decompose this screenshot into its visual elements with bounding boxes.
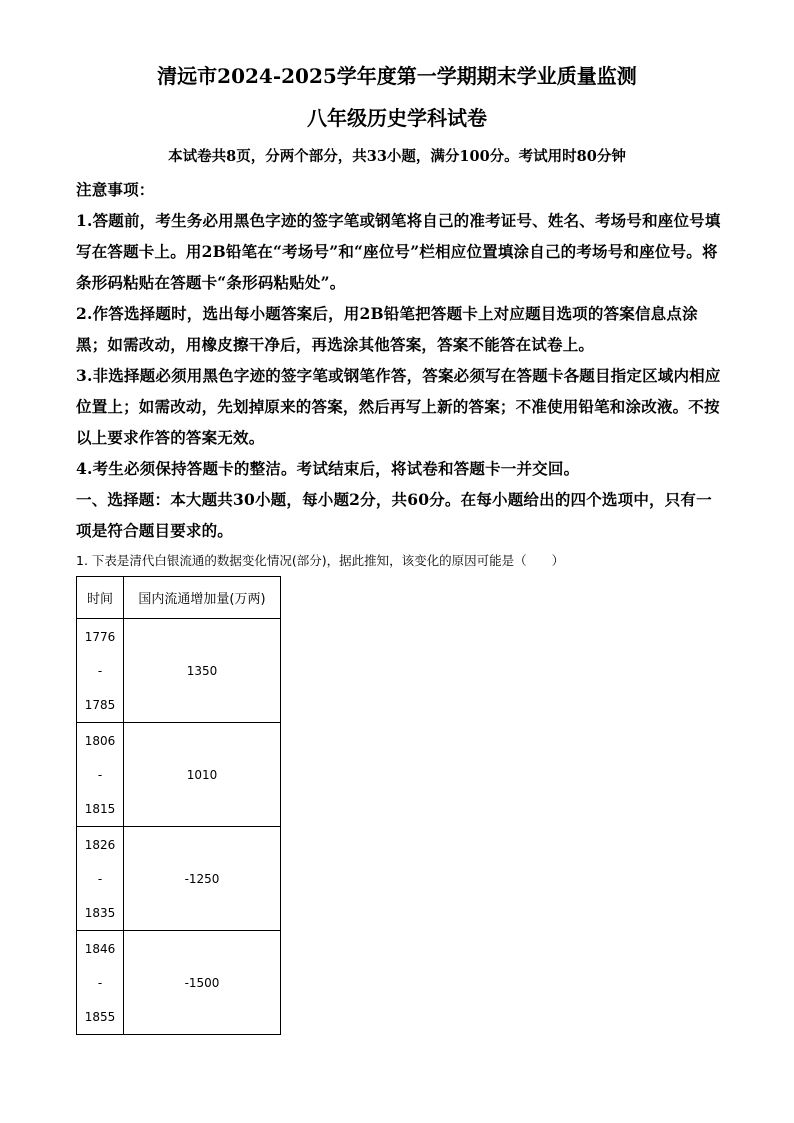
period-dash: - xyxy=(97,975,103,990)
period-dash: - xyxy=(97,871,103,886)
time-cell xyxy=(77,723,124,827)
period-end: 1815 xyxy=(84,801,116,816)
value-cell: -1500 xyxy=(124,931,281,1035)
exam-subtitle: 八年级历史学科试卷 xyxy=(307,106,487,130)
table-row xyxy=(77,827,281,931)
period-start: 1806 xyxy=(84,733,116,748)
section-heading: 一、选择题：本大题共30小题，每小题2分，共60分。在每小题给出的四个选项中，只有一项是符合题目要求的。 xyxy=(76,490,712,540)
note-item-3: 3.非选择题必须用黑色字迹的签字笔或钢笔作答，答案必须写在答题卡各题目指定区域内相应位置上；如需改动，先划掉原来的答案，然后再写上新的答案；不准使用铅笔和涂改液。不按以上要求作答的答案无效。 xyxy=(76,366,721,447)
header-increase: 国内流通增加量(万两) xyxy=(124,577,281,619)
period-start: 1826 xyxy=(84,837,116,852)
exam-info: 本试卷共8页，分两个部分，共33小题，满分100分。考试用时80分钟 xyxy=(168,148,626,165)
time-cell xyxy=(77,827,124,931)
period-end: 1835 xyxy=(84,905,116,920)
note-item-1: 1.答题前，考生务必用黑色字迹的签字笔或钢笔将自己的准考证号、姓名、考场号和座位号填写在答题卡上。用2B铅笔在“考场号”和“座位号”栏相应位置填涂自己的考场号和座位号。将条形码粘贴在答题卡“条形码粘贴处”。 xyxy=(76,211,721,292)
header-time: 时间 xyxy=(77,577,124,619)
period-dash: - xyxy=(97,663,103,678)
exam-title: 清远市2024-2025学年度第一学期期末学业质量监测 xyxy=(157,64,637,88)
table-row xyxy=(77,723,281,827)
notes-section xyxy=(76,174,726,546)
table-row xyxy=(77,619,281,723)
time-cell xyxy=(77,931,124,1035)
table-row xyxy=(77,931,281,1035)
table-header-row xyxy=(77,577,281,619)
value-cell: 1010 xyxy=(124,723,281,827)
value-cell: -1250 xyxy=(124,827,281,931)
period-end: 1855 xyxy=(84,1009,116,1024)
question-1-stem: 1. 下表是清代白银流通的数据变化情况(部分)，据此推知，该变化的原因可能是（ ） xyxy=(76,553,565,568)
period-start: 1776 xyxy=(84,629,116,644)
time-cell xyxy=(77,619,124,723)
value-cell: 1350 xyxy=(124,619,281,723)
period-start: 1846 xyxy=(84,941,116,956)
note-item-2: 2.作答选择题时，选出每小题答案后，用2B铅笔把答题卡上对应题目选项的答案信息点涂黑；如需改动，用橡皮擦干净后，再选涂其他答案，答案不能答在试卷上。 xyxy=(76,304,698,354)
note-item-4: 4.考生必须保持答题卡的整洁。考试结束后，将试卷和答题卡一并交回。 xyxy=(76,459,580,478)
period-dash: - xyxy=(97,767,103,782)
notes-heading: 注意事项： xyxy=(76,180,155,199)
period-end: 1785 xyxy=(84,697,116,712)
silver-circulation-table xyxy=(76,576,281,1035)
